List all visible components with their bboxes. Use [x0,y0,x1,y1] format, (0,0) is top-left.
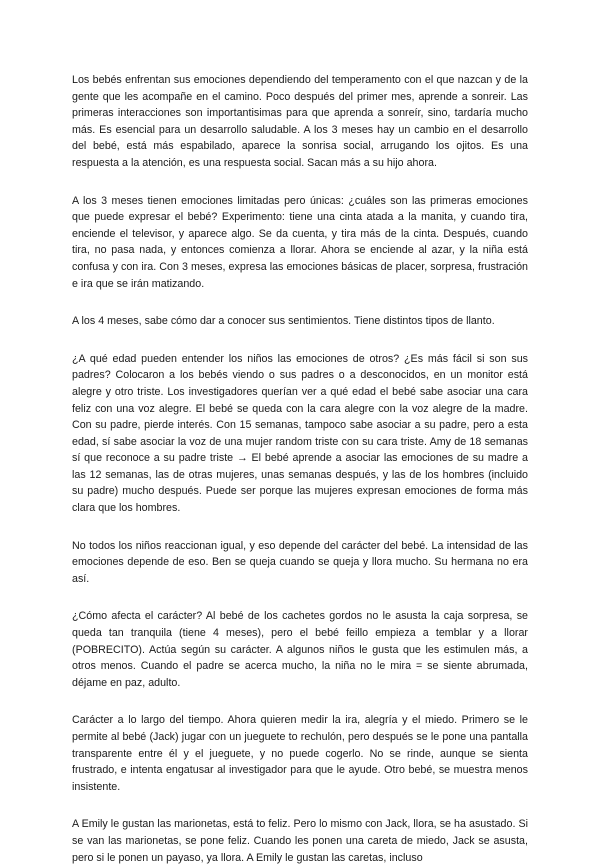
paragraph-four-month-crying: A los 4 meses, sabe cómo dar a conocer sus sentimientos. Tiene distintos tipos de llanto. [72,315,495,328]
paragraph-character-over-time: Carácter a lo largo del tiempo. Ahora quieren medir la ira, alegría y el miedo. Primero se le permite al bebé (Jack) jugar con un jueguete to rechulón, pero después se le pone una pantalla transparente entre él y el jueguete, y no puede cogerlo. No se rinde, aunque se sienta frustrado, e intenta engatusar al investigador para que le ayude. Otro bebé, se muestra menos insistente. [72,714,528,793]
paragraph-temperament-intensity: No todos los niños reaccionan igual, y eso depende del carácter del bebé. La intensidad de las emociones depende de eso. Ben se queja cuando se queja y llora mucho. Su hermana no era así. [72,539,528,585]
paragraph-three-month-emotions: A los 3 meses tienen emociones limitadas pero únicas: ¿cuáles son las primeras emociones que puede expresar el bebé? Experimento: tiene una cinta atada a la manita, y cuando tira, enciende el televisor, y aparece algo. Se da cuenta, y tira más de la cinta. Después, cuando tira, no pasa nada, y entonces comienza a llorar. Ahora se enciende al azar, y la niña está confusa y con ira. Con 3 meses, expresa las emociones básicas de placer, sorpresa, frustración e ira que se irán matizando. [72,194,528,290]
paragraph-emily-and-jack: A Emily le gustan las marionetas, está to feliz. Pero lo mismo con Jack, llora, se ha asustado. Si se van las marionetas, se pone feliz. Cuando les ponen una careta de miedo, Jack se asusta, pero si le ponen un payaso, ya llora. A Emily le gustan las caretas, incluso [72,818,528,864]
paragraph-character-effect: ¿Cómo afecta el carácter? Al bebé de los cachetes gordos no le asusta la caja sorpresa, se queda tan tranquila (tiene 4 meses), pero el bebé feillo empieza a temblar y a llorar (POBRECITO). Actúa según su carácter. A algunos niños le gusta que les estimulen más, a otros menos. Cuando el padre se acerca mucho, la niña no le mira = se siente abrumada, déjame en paz, adulto. [72,610,528,689]
paragraph-understanding-emotions: ¿A qué edad pueden entender los niños las emociones de otros? ¿Es más fácil si son sus padres? Colocaron a los bebés viendo o sus padres o a desconocidos, en un monitor está alegre y otro triste. Los investigadores querían ver a qué edad el bebé sabe asociar una cara feliz con una voz alegre. El bebé se queda con la cara alegre con la voz alegre de la madre. Con su padre, pierde interés. Con 15 semanas, tampoco sabe asociar a su padre, pero a esta edad, sí sabe asociar la voz de una mujer random triste con su cara triste. Amy de 18 semanas sí que reconoce a su padre triste → El bebé aprende a asociar las emociones de su madre a las 12 semanas, las de otras mujeres, unas semanas después, y las de los hombres (incluido su padre) mucho después. Puede ser porque las mujeres expresan emociones de forma más clara que los hombres. [72,352,528,515]
paragraph-smile-development: Los bebés enfrentan sus emociones dependiendo del temperamento con el que nazcan y de la gente que les acompañe en el camino. Poco después del primer mes, aprende a sonreir. Las primeras interacciones son importantisimas para que aprenda a sonreír, sino, tardaría mucho más. Es esencial para un desarrollo saludable. A los 3 meses hay un cambio en el desarrollo del bebé, está más espabilado, aparece la sonrisa social, arrugando los ojitos. Es una respuesta a la atención, es una respuesta social. Sacan más a su hijo ahora. [72,74,528,169]
